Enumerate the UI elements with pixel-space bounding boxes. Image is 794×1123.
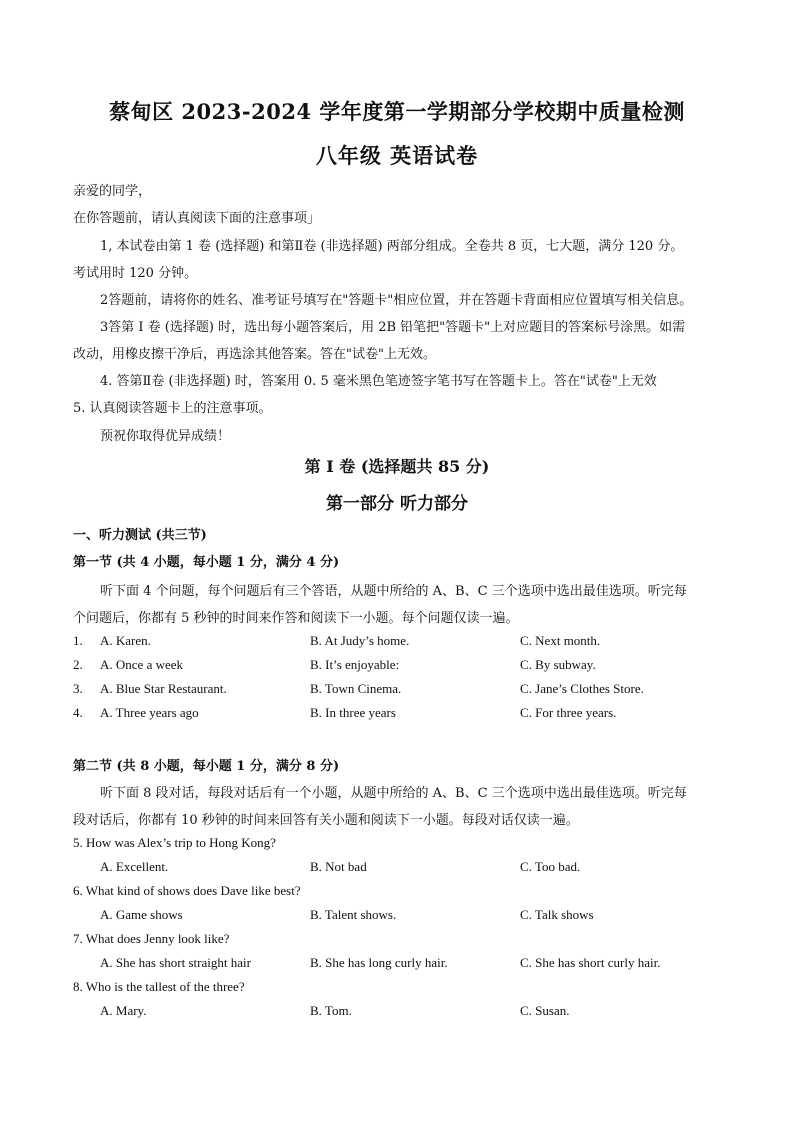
- question-number: 3.: [73, 681, 83, 696]
- option-a: A. She has short straight hair: [100, 955, 251, 970]
- notice-item-1b: 考试用时 120 分钟。: [73, 266, 198, 281]
- option-b: B. She has long curly hair.: [310, 955, 448, 970]
- option-a: A. Mary.: [100, 1003, 147, 1018]
- option-a: A. Once a week: [100, 657, 184, 672]
- option-b: B. At Judy’s home.: [310, 633, 410, 648]
- question-text: 7. What does Jenny look like?: [73, 931, 230, 946]
- option-c: C. For three years.: [520, 705, 617, 720]
- option-b: B. Talent shows.: [310, 907, 397, 922]
- option-b: B. In three years: [310, 705, 396, 720]
- question-number: 1.: [73, 633, 83, 648]
- notice-item-4: 4. 答第Ⅱ卷 (非选择题) 时，答案用 0. 5 毫米黑色笔迹签字笔书写在答题卡上。答在"试卷"上无效: [100, 374, 657, 389]
- option-c: C. Next month.: [520, 633, 601, 648]
- question-text: 5. How was Alex’s trip to Hong Kong?: [73, 835, 276, 850]
- notice-greeting: 亲爱的同学，: [73, 184, 152, 199]
- option-a: A. Three years ago: [100, 705, 199, 720]
- option-b: B. Tom.: [310, 1003, 352, 1018]
- option-c: C. Too bad.: [520, 859, 581, 874]
- option-b: B. Not bad: [310, 859, 367, 874]
- option-c: C. Talk shows: [520, 907, 594, 922]
- exam-title: 蔡甸区 2023-2024 学年度第一学期部分学校期中质量检测: [109, 99, 685, 124]
- question-number: 2.: [73, 657, 83, 672]
- option-b: B. Town Cinema.: [310, 681, 402, 696]
- section1-title: 第一节 (共 4 小题，每小题 1 分，满分 4 分): [73, 555, 340, 570]
- question-number: 4.: [73, 705, 83, 720]
- notice-item-3b: 改动，用橡皮擦干净后，再选涂其他答案。答在"试卷"上无效。: [73, 347, 436, 362]
- option-c: C. Susan.: [520, 1003, 570, 1018]
- notice-wish: 预祝你取得优异成绩！: [100, 429, 231, 444]
- part-title: 第一部分 听力部分: [326, 494, 468, 514]
- option-c: C. She has short curly hair.: [520, 955, 661, 970]
- notice-item-1a: 1, 本试卷由第 1 卷 (选择题) 和第Ⅱ卷 (非选择题) 两部分组成。全卷共 8 页，七大题，满分 120 分。: [100, 239, 684, 254]
- option-a: A. Blue Star Restaurant.: [100, 681, 227, 696]
- notice-item-2: 2答题前，请将你的姓名、准考证号填写在"答题卡"相应位置，并在答题卡背面相应位置填写相关信息。: [100, 293, 693, 308]
- section1-instruction-a: 听下面 4 个问题，每个问题后有三个答语，从题中所给的 A、B、C 三个选项中选出最佳选项。听完每: [100, 584, 687, 599]
- option-c: C. By subway.: [520, 657, 596, 672]
- option-a: A. Excellent.: [100, 859, 169, 874]
- section2-instruction-a: 听下面 8 段对话，每段对话后有一个小题，从题中所给的 A、B、C 三个选项中选出最佳选项。听完每: [100, 786, 687, 801]
- listening-heading: 一、听力测试 (共三节): [73, 528, 207, 543]
- notice-intro: 在你答题前，请认真阅读下面的注意事项」: [73, 211, 321, 226]
- option-a: A. Game shows: [100, 907, 183, 922]
- option-c: C. Jane’s Clothes Store.: [520, 681, 644, 696]
- section1-instruction-b: 个问题后，你都有 5 秒钟的时间来作答和阅读下一小题。每个问题仅读一遍。: [73, 611, 519, 626]
- question-text: 8. Who is the tallest of the three?: [73, 979, 245, 994]
- notice-item-3a: 3答第 I 卷 (选择题) 时，选出每小题答案后，用 2B 铅笔把"答题卡"上对应题目的答案标号涂黑。如需: [100, 320, 686, 335]
- notice-item-5: 5. 认真阅读答题卡上的注意事项。: [73, 401, 272, 416]
- question-text: 6. What kind of shows does Dave like best?: [73, 883, 301, 898]
- option-b: B. It’s enjoyable:: [310, 657, 400, 672]
- section2-title: 第二节 (共 8 小题，每小题 1 分，满分 8 分): [73, 759, 340, 774]
- volume-title: 第 I 卷 (选择题共 85 分): [304, 457, 490, 476]
- section2-instruction-b: 段对话后，你都有 10 秒钟的时间来回答有关小题和阅读下一小题。每段对话仅读一遍。: [73, 813, 579, 828]
- option-a: A. Karen.: [100, 633, 151, 648]
- exam-subtitle: 八年级 英语试卷: [315, 143, 479, 168]
